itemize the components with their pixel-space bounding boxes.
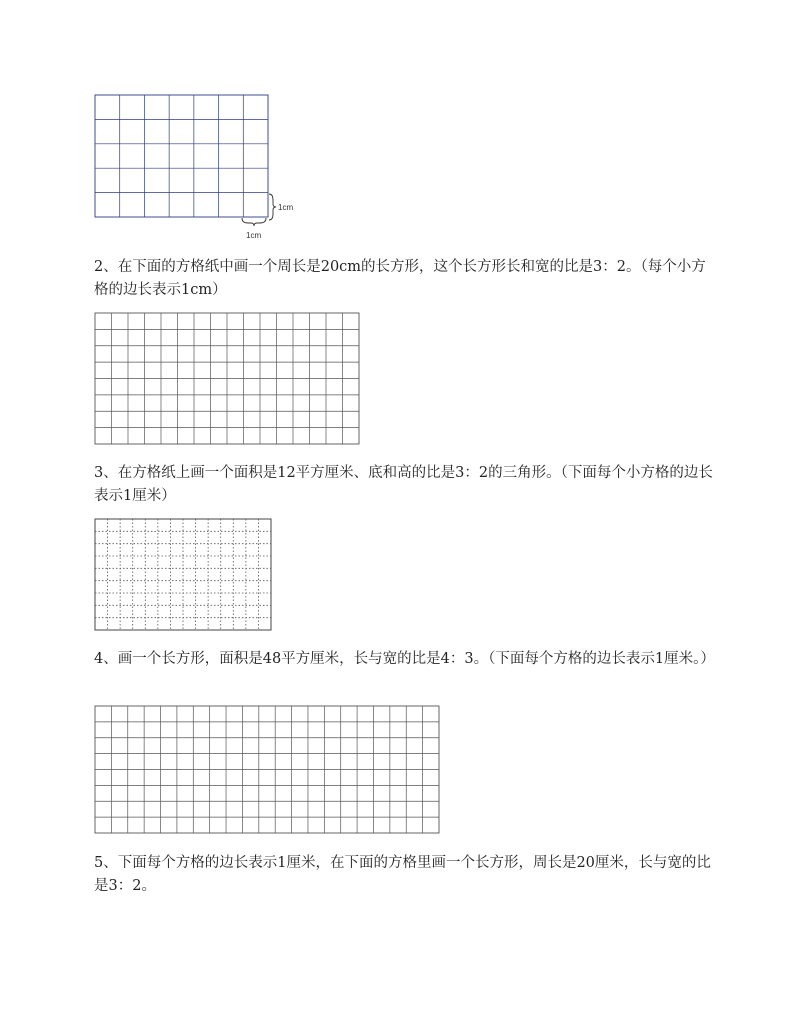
question-4: 4、画一个长方形，面积是48平方厘米，长与宽的比是4：3。（下面每个方格的边长表示1厘米。） [94, 651, 715, 667]
grid-lines [95, 519, 271, 630]
unit-label-height: 1cm [278, 203, 294, 212]
grid-lines [95, 95, 268, 217]
grid-border [95, 95, 268, 217]
unit-label-width: 1cm [246, 231, 262, 240]
grid-border [95, 519, 271, 630]
grid-question-3 [94, 518, 274, 632]
question-2: 2、在下面的方格纸中画一个周长是20cm的长方形，这个长方形长和宽的比是3：2。（每个小方格的边长表示1cm） [94, 259, 706, 298]
example-grid [94, 94, 304, 244]
grid-question-4 [94, 705, 442, 835]
grid-lines [95, 313, 359, 444]
grid-lines [95, 706, 439, 833]
question-5: 5、下面每个方格的边长表示1厘米，在下面的方格里画一个长方形，周长是20厘米，长与宽的比是3：2。 [94, 855, 711, 894]
grid-question-2 [94, 312, 362, 446]
width-brace-icon [242, 218, 266, 226]
height-brace-icon [269, 194, 276, 220]
question-3: 3、在方格纸上画一个面积是12平方厘米、底和高的比是3：2的三角形。（下面每个小方格的边长表示1厘米） [94, 465, 713, 504]
